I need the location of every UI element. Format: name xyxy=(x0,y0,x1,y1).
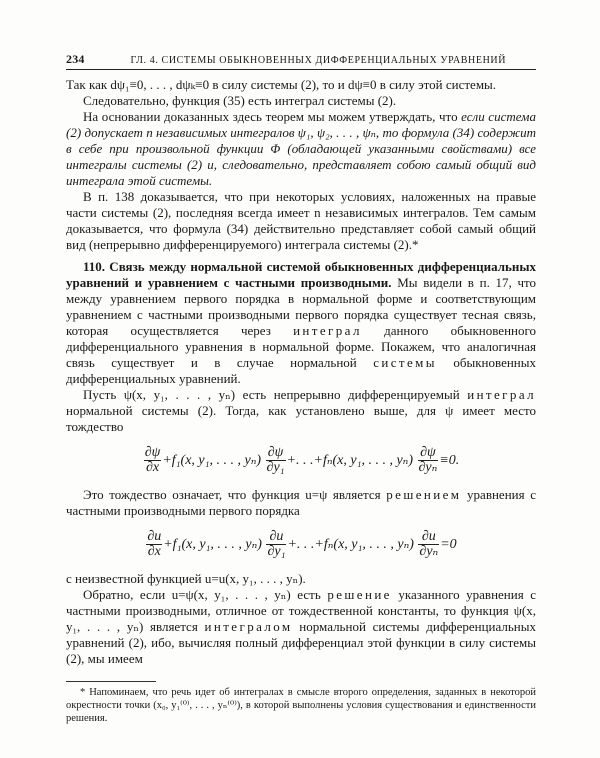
paragraph-1: Так как dψ₁≡0, . . . , dψₖ≡0 в силу системы (2), то и dψ≡0 в силу этой системы. xyxy=(66,77,497,92)
eq2-mid2: +. . .+fₙ(x, y₁, . . . , yₙ) xyxy=(287,537,414,552)
section-110-title: 110. Связь между нормальной системой обыкновенных дифференциальных уравнений и уравнением с частными производными. xyxy=(66,259,536,290)
paragraph-7 xyxy=(66,487,536,519)
spaced-word-solution: решением xyxy=(386,487,462,502)
eq2-den2: ∂y₁ xyxy=(267,544,286,560)
eq1-den3: ∂yₙ xyxy=(418,460,438,476)
spaced-word-solution-2: решение xyxy=(327,587,392,602)
paragraph-4: В п. 138 доказывается, что при некоторых условиях, наложенных на правые части системы (2), последняя всегда имеет n независимых интегралов. Тем самым доказывается, что формула (34) действительно представляет собой самый общий вид (непрерывно дифференцируемого) интеграла системы (2).* xyxy=(66,189,536,252)
eq2-end: =0 xyxy=(440,537,457,552)
equation-identity xyxy=(66,444,536,478)
paragraph-2: Следовательно, функция (35) есть интеграл системы (2). xyxy=(83,93,397,108)
theorem-statement: если система (2) допускает n независимых интегралов ψ₁, ψ₂, . . . , ψₙ, то формула (34) содержит в себе при произвольной функции Φ (обладающей указанными свойствами) все интегралы системы (2) и, следовательно, представляет собою самый общий вид интеграла этой системы. xyxy=(66,109,536,188)
section-110-text-a: Мы видели в п. 17, что между уравнением первого порядка в нормальной форме и соответствующим уравнением с частными производными первого порядка существует тесная связь, которая осуществляется через xyxy=(66,275,536,338)
spaced-word-integral-3: интегралом xyxy=(204,619,293,634)
paragraph-9-c: нормальной системы дифференциальных уравнений (2), ибо, вычисляя полный дифференциал этой функции в силу системы (2), мы имеем xyxy=(66,619,536,666)
eq1-end: ≡0. xyxy=(439,453,460,468)
section-110-text-c: обыкновенных дифференциальных уравнений. xyxy=(66,355,536,386)
eq1-mid2: +. . .+fₙ(x, y₁, . . . , yₙ) xyxy=(286,453,414,468)
paragraph-6-a: Пусть ψ(x, y₁, . . . , yₙ) есть непрерывно дифференцируемый xyxy=(83,387,468,402)
paragraph-3 xyxy=(66,109,536,189)
eq2-num2: ∂u xyxy=(266,530,286,545)
footnote: * Напоминаем, что речь идет об интегралах в смысле второго определения, заданных в некоторой окрестности точки (x₀, y₁⁽⁰⁾, . . . , yₙ⁽⁰⁾), в которой выполнены условия существования и единственности решения. xyxy=(66,687,536,724)
paragraph-7-b: уравнения с частными производными первого порядка xyxy=(66,487,536,518)
footnote-rule xyxy=(66,681,156,682)
spaced-word-integral-2: интеграл xyxy=(467,387,536,402)
running-header xyxy=(66,52,536,70)
paragraph-9 xyxy=(66,587,536,667)
eq1-num1: ∂ψ xyxy=(144,445,161,461)
paragraph-6-b: нормальной системы (2). Тогда, как установлено выше, для ψ имеет место тождество xyxy=(66,403,536,434)
paragraph-9-b: указанного уравнения с частными производными, отличное от тождественной константы, то функция ψ(x, y₁, . . . , yₙ) является xyxy=(66,587,537,634)
eq2-num1: ∂u xyxy=(147,529,162,545)
eq1-num3: ∂ψ xyxy=(418,446,439,461)
page-number: 234 xyxy=(66,52,85,66)
paragraph-3-lead: На основании доказанных здесь теорем мы можем утверждать, что xyxy=(83,109,462,124)
running-title: ГЛ. 4. СИСТЕМЫ ОБЫКНОВЕННЫХ ДИФФЕРЕНЦИАЛЬНЫХ УРАВНЕНИЙ xyxy=(130,55,507,66)
eq1-den2: ∂y₁ xyxy=(266,460,285,476)
equation-pde xyxy=(66,528,536,562)
eq2-den1: ∂x xyxy=(147,544,161,560)
eq2-mid1: +f₁(x, y₁, . . . , yₙ) xyxy=(163,537,262,552)
paragraph-6 xyxy=(66,387,536,435)
eq2-num3: ∂u xyxy=(418,530,439,545)
section-110-text-b: данного обыкновенного дифференциального уравнения в нормальной форме. Покажем, что аналогичная связь существует и в случае нормальной xyxy=(66,323,536,370)
section-110 xyxy=(66,259,536,387)
spaced-word-integral: интеграл xyxy=(293,323,362,338)
eq1-mid1: +f₁(x, y₁, . . . , yₙ) xyxy=(162,453,262,468)
spaced-word-system: системы xyxy=(373,355,437,370)
eq1-den1: ∂x xyxy=(145,460,160,476)
paragraph-7-a: Это тождество означает, что функция u=ψ является xyxy=(83,487,387,502)
paragraph-9-a: Обратно, если u=ψ(x, y₁, . . . , yₙ) есть xyxy=(83,587,328,602)
paragraph-8: с неизвестной функцией u=u(x, y₁, . . . , yₙ). xyxy=(66,571,306,586)
eq2-den3: ∂yₙ xyxy=(419,544,439,560)
eq1-num2: ∂ψ xyxy=(266,446,286,461)
